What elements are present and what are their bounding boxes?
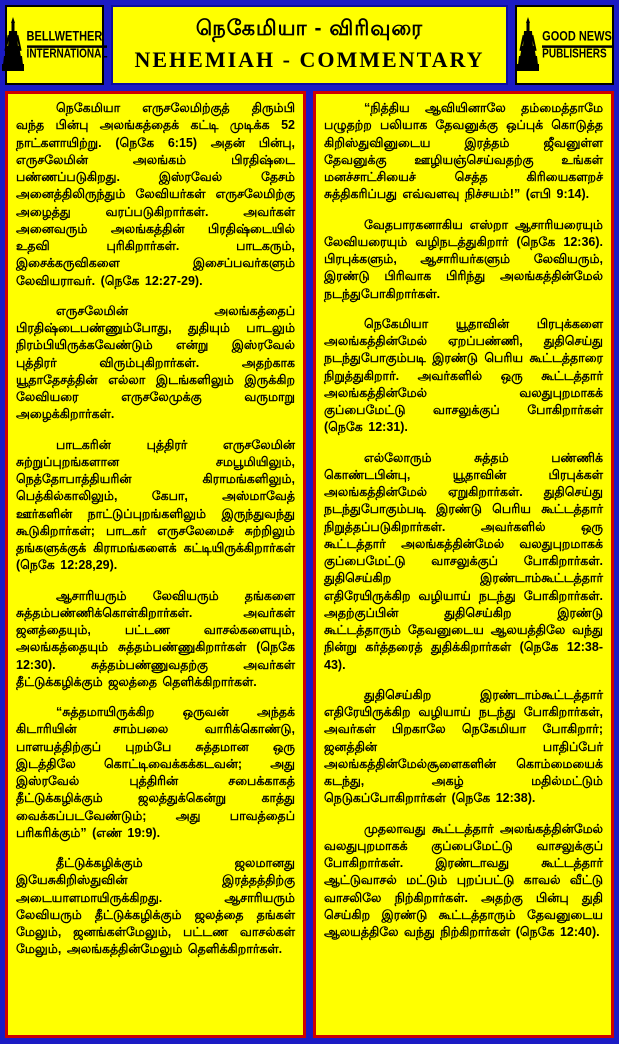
- paragraph: துதிசெய்கிற இரண்டாம்கூட்டத்தார் எதிரேயிருக்கிற வழியாய் நடந்து போகிறார்கள், அவர்கள் பிறகாலே நெகேமியா போகிறார்; ஜனத்தின் பாதிப்பேர் அலங்கத்தின்மேல்சூளைகளின் கொம்மையைக் கடந்து, அகழ் மதில்மட்டும் நெடுகப்போகிறார்கள் (நெகே 12:38).: [324, 687, 603, 806]
- statue-figure-icon: [2, 17, 24, 73]
- paragraph: எருசலேமின் அலங்கத்தைப் பிரதிஷ்டைபண்ணும்போது, துதியும் பாடலும் நிரம்பியிருக்கவேண்டும் என்று இஸ்ரவேல் புத்திரர் விரும்புகிறார்கள். அதற்காக யூதாதேசத்தின் எல்லா இடங்களிலும் இருக்கிற லேவியரை எருசலேமுக்கு வருமாறு அழைக்கிறார்கள்.: [16, 303, 295, 422]
- paragraph: நெகேமியா யூதாவின் பிரபுக்களை அலங்கத்தின்மேல் ஏறப்பண்ணி, துதிசெய்து நடந்துபோகும்படி இரண்டு பெரிய கூட்டத்தாரை நிறுத்துகிறார். அவர்களில் ஒரு கூட்டத்தார் அலங்கத்தின்மேல் வலதுபுறமாகக் குப்பைமேட்டு வாசலுக்குப் போகிறார்கள் (நெகே 12:31).: [324, 316, 603, 435]
- statue-figure-icon: [517, 17, 539, 73]
- page-title-tamil: நெகேமியா - விரிவுரை: [195, 17, 424, 40]
- title-box: [111, 5, 508, 85]
- left-column: [5, 91, 306, 1038]
- good-news-publishers-logo: [515, 5, 614, 85]
- paragraph: ஆசாரியரும் லேவியரும் தங்களை சுத்தம்பண்ணிக்கொள்கிறார்கள். அவர்கள் ஜனத்தையும், பட்டண வாசல்களையும், அலங்கத்தையும் சுத்தம்பண்ணுகிறார்கள் (நெகே 12:30). சுத்தம்பண்ணுவதற்கு அவர்கள் தீட்டுக்கழிக்கும் ஜலத்தை தெளிக்கிறார்கள்.: [16, 588, 295, 689]
- paragraph: வேதபாரகனாகிய எஸ்றா ஆசாரியரையும் லேவியரையும் வழிநடத்துகிறார் (நெகே 12:36). பிரபுக்களும், ஆசாரியர்களும் லேவியரும், இரண்டு பிரிவாக பிரிந்து அலங்கத்தின்மேல் நடந்துபோகிறார்கள்.: [324, 217, 603, 301]
- paragraph: தீட்டுக்கழிக்கும் ஜலமானது இயேசுகிறிஸ்துவின் இரத்தத்திற்கு அடையாளமாயிருக்கிறது. ஆசாரியரும் லேவியரும் தீட்டுக்கழிக்கும் ஜலத்தை தங்கள் மேலும், ஜனங்கள்மேலும், பட்டண வாசல்கள் மேலும், அலங்கத்தின்மேலும் தெளிக்கிறார்கள்.: [16, 856, 295, 957]
- right-column: [313, 91, 614, 1038]
- paragraph: “நித்திய ஆவியினாலே தம்மைத்தாமே பழுதற்ற பலியாக தேவனுக்கு ஒப்புக் கொடுத்த கிறிஸ்துவினுடைய இரத்தம் ஜீவனுள்ள தேவனுக்கு ஊழியஞ்செய்வதற்கு உங்கள் மனச்சாட்சியைச் செத்த கிரியைகளறச் சுத்திகரிப்பது எவ்வளவு நிச்சயம்!” (எபி 9:14).: [324, 101, 603, 202]
- paragraph: எல்லோரும் சுத்தம் பண்ணிக் கொண்டபின்பு, யூதாவின் பிரபுக்கள் அலங்கத்தின்மேல் ஏறுகிறார்கள். துதிசெய்து நடந்துபோகும்படி இரண்டு பெரிய கூட்டத்தார் நிறுத்தப்படுகிறார்கள். அவர்களில் ஒரு கூட்டத்தார் அலங்கத்தின்மேல் வலதுபுறமாகக் குப்பைமேட்டு வாசலுக்குப் போகிறார்கள். துதிசெய்கிற இரண்டாம்கூட்டத்தார் எதிரேயிருக்கிற வழியாய் நடந்து போகிறார்கள். அதற்குப்பின் துதிசெய்கிற இரண்டு கூட்டத்தாரும் தேவனுடைய ஆலயத்திலே வந்து நின்று கர்த்தரைத் துதிக்கிறார்கள் (நெகே 12:38-43).: [324, 450, 603, 672]
- paragraph: “சுத்தமாயிருக்கிற ஒருவன் அந்தக் கிடாரியின் சாம்பலை வாரிக்கொண்டு, பாளயத்திற்குப் புறம்பே சுத்தமான ஒரு இடத்திலே கொட்டிவைக்கக்கடவன்; அது இஸ்ரவேல் புத்திரின் சபைக்காகத் தீட்டுக்கழிக்கும் ஜலத்துக்கென்று காத்து வைக்கப்படவேண்டும்; அது பாவத்தைப் பரிகரிக்கும்” (எண் 19:9).: [16, 705, 295, 840]
- page-header: [5, 5, 614, 85]
- bellwether-international-logo: [5, 5, 108, 85]
- page-title-english: NEHEMIAH - COMMENTARY: [134, 47, 485, 72]
- paragraph: முதலாவது கூட்டத்தார் அலங்கத்தின்மேல் வலதுபுறமாகக் குப்பைமேட்டு வாசலுக்குப் போகிறார்கள். இரண்டாவது கூட்டத்தார் ஆட்டுவாசல் மட்டும் புறப்பட்டு காவல் வீட்டு வாசலிலே நிற்கிறார்கள். அதற்கு பின்பு துதி செய்கிற இரண்டு கூட்டத்தாரும் தேவனுடைய ஆலயத்திலே வந்து நிற்கிறார்கள் (நெகே 12:40).: [324, 821, 603, 939]
- good-news-logo-text: [542, 28, 612, 61]
- paragraph: நெகேமியா எருசலேமிற்குத் திரும்பி வந்த பின்பு அலங்கத்தைக் கட்டி முடிக்க 52 நாட்களாயிற்று. (நெகே 6:15) அதன் பின்பு, எருசலேமின் அலங்கம் பிரதிஷ்டை பண்ணப்படுகிறது. இஸ்ரவேல் தேசம் அனைத்திலிருந்தும் லேவியர்கள் எருசலேமிற்கு அழைத்து வரப்படுகிறார்கள். அவர்கள் அனைவரும் அலங்கத்தின் பிரதிஷ்டையில் உதவி புரிகிறார்கள். பாடகரும், இசைக்கருவிகளை இசைப்பவர்களும் லேவியராவர். (நெகே 12:27-29).: [16, 101, 295, 288]
- bellwether-logo-text: [26, 28, 108, 61]
- logo-line2: INTERNATIONAL: [26, 47, 108, 61]
- paragraph: பாடகரின் புத்திரர் எருசலேமின் சுற்றுப்புறங்களான சமபூமியிலும், நெத்தோபாத்தியரின் கிராமங்களிலும், பெத்கில்காலிலும், கேபா, அஸ்மாவேத் ஊர்களின் நாட்டுப்புறங்களிலும் இருந்துவந்து கூடுகிறார்கள்; பாடகர் எருசலேமைச் சுற்றிலும் தங்களுக்குக் கிராமங்களைக் கட்டியிருக்கிறார்கள் (நெகே 12:28,29).: [16, 437, 295, 573]
- logo-line2: PUBLISHERS: [542, 47, 607, 61]
- commentary-body: [5, 91, 614, 1038]
- logo-line1: GOOD NEWS: [542, 29, 612, 48]
- logo-line1: BELLWETHER: [27, 29, 108, 48]
